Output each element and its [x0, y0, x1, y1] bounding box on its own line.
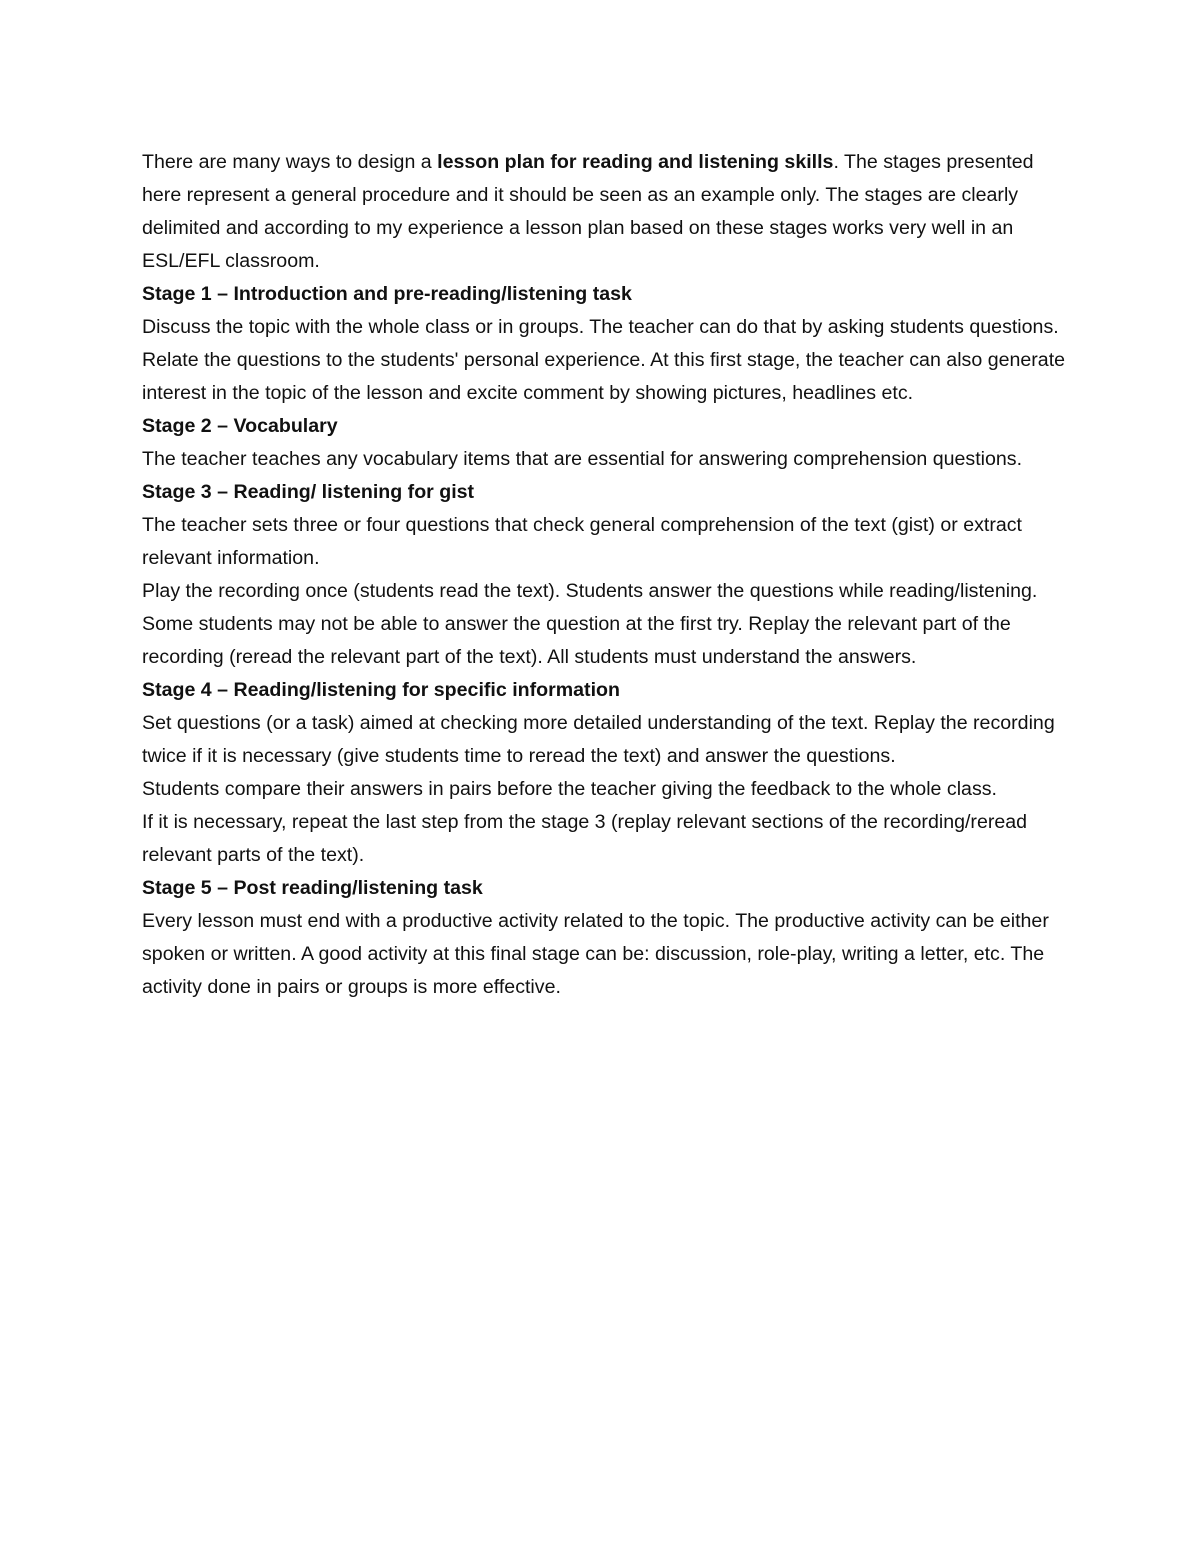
stage4-paragraph-3: If it is necessary, repeat the last step from the stage 3 (replay relevant sections of the recording/reread relevant parts of the text).	[142, 811, 1028, 866]
stage3-paragraph-1: The teacher sets three or four questions that check general comprehension of the text (gist) or extract relevant information.	[142, 514, 1022, 569]
stage1-paragraph: Discuss the topic with the whole class or in groups. The teacher can do that by asking students questions. Relate the questions to the students' personal experience. At this first stage, the teacher can also generate interest in the topic of the lesson and excite comment by showing pictures, headlines etc.	[142, 316, 1066, 404]
intro-text-start: There are many ways to design a	[142, 151, 438, 173]
intro-text-end: . The stages presented here represent a general procedure and it should be seen as an example only. The stages are clearly delimited and according to my experience a lesson plan based on these stages works very well in an ESL/EFL classroom.	[142, 151, 1034, 272]
stage3-heading: Stage 3 – Reading/ listening for gist	[142, 481, 475, 503]
intro-paragraph	[142, 146, 1067, 278]
intro-bold-phrase: lesson plan for reading and listening skills	[437, 151, 834, 173]
document-body	[142, 146, 1067, 1004]
stage2-paragraph: The teacher teaches any vocabulary items that are essential for answering comprehension questions.	[142, 448, 1023, 470]
stage5-paragraph: Every lesson must end with a productive activity related to the topic. The productive activity can be either spoken or written. A good activity at this final stage can be: discussion, role-play, writing a letter, etc. The activity done in pairs or groups is more effective.	[142, 910, 1049, 998]
stage1-heading: Stage 1 – Introduction and pre-reading/listening task	[142, 283, 632, 305]
stage4-heading: Stage 4 – Reading/listening for specific information	[142, 679, 620, 701]
stage3-paragraph-3: Some students may not be able to answer the question at the first try. Replay the relevant part of the recording (reread the relevant part of the text). All students must understand the answers.	[142, 613, 1011, 668]
stage4-paragraph-2: Students compare their answers in pairs before the teacher giving the feedback to the whole class.	[142, 778, 997, 800]
stage5-heading: Stage 5 – Post reading/listening task	[142, 877, 483, 899]
stage3-paragraph-2: Play the recording once (students read the text). Students answer the questions while reading/listening.	[142, 580, 1038, 602]
stage4-paragraph-1: Set questions (or a task) aimed at checking more detailed understanding of the text. Replay the recording twice if it is necessary (give students time to reread the text) and answer the questions.	[142, 712, 1055, 767]
stage2-heading: Stage 2 – Vocabulary	[142, 415, 338, 437]
